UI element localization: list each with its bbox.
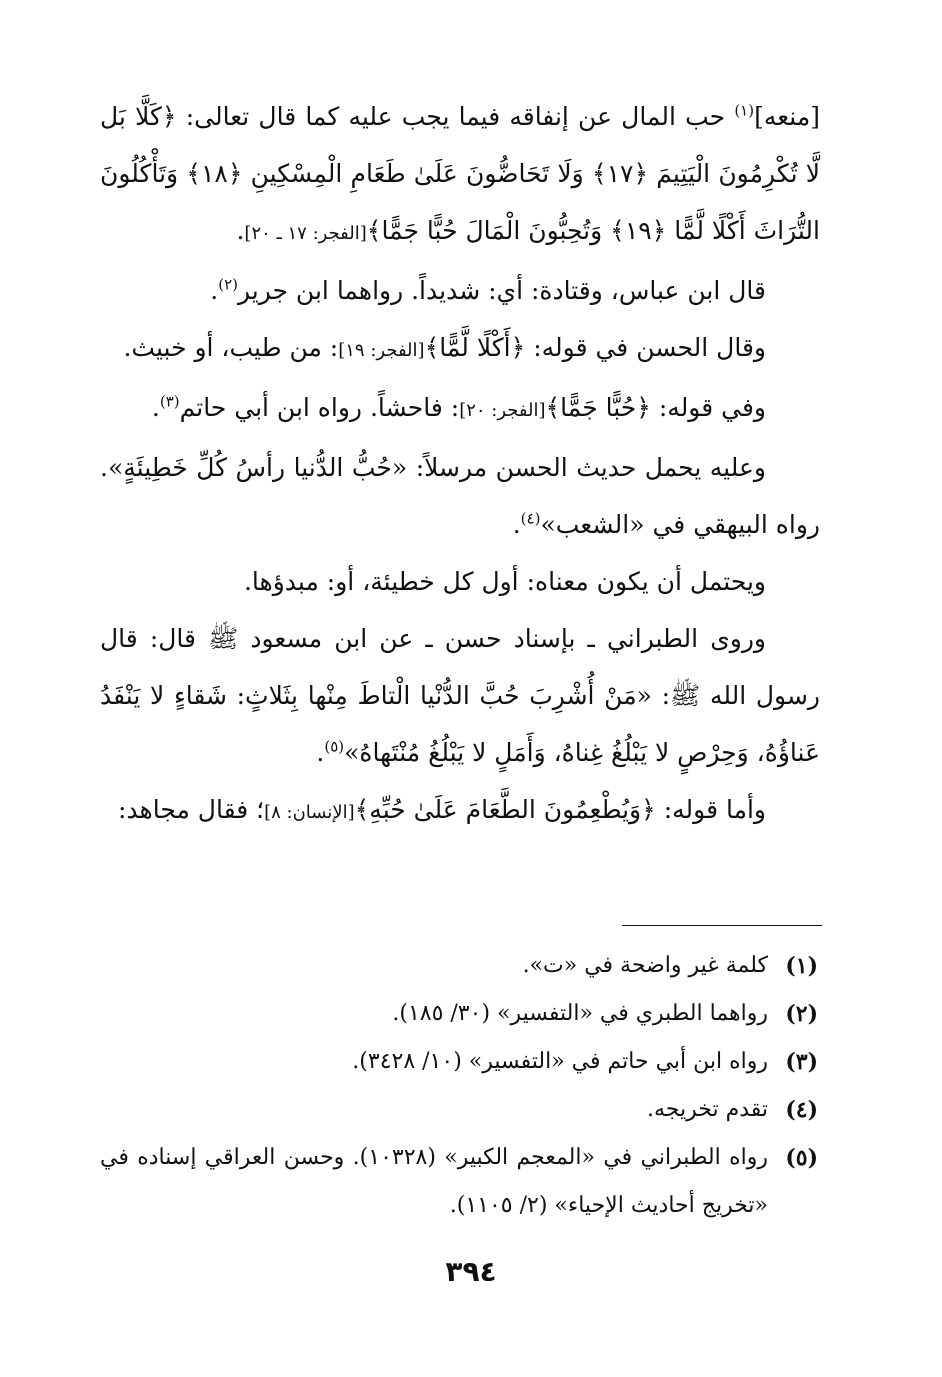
surah-reference: [الفجر: ١٧ ـ ٢٠] — [244, 223, 367, 244]
footnote-ref-3: (٣) — [159, 392, 180, 411]
sentence-end: . — [316, 738, 325, 767]
paragraph-6 — [100, 553, 820, 610]
paragraph-4-end: : فاحشاً. رواه ابن أبي حاتم — [179, 393, 460, 422]
paragraph-7-text: وروى الطبراني ـ بإسناد حسن ـ عن ابن مسعود ﷺ قال: قال رسول الله ﷺ: «مَنْ أُشْرِبَ حُبَّ الدُّنْيا الْتاطَ مِنْها بِثَلاثٍ: شَقاءٍ لا يَنْفَدُ عَناؤُهُ، وَحِرْصٍ لا يَبْلُغُ غِناهُ، وَأَمَلٍ لا يَبْلُغُ مُنْتَهاهُ» — [100, 624, 820, 767]
footnote-text: رواه ابن أبي حاتم في «التفسير» (١٠/ ٣٤٢٨). — [352, 1049, 768, 1074]
footnote-number: (١) — [785, 953, 818, 979]
sentence-end: . — [151, 393, 160, 422]
footnote-divider — [622, 925, 822, 926]
main-text — [100, 88, 820, 841]
page-number: ٣٩٤ — [445, 1255, 497, 1288]
footnote-2 — [100, 990, 818, 1038]
paragraph-1 — [100, 88, 820, 262]
quran-verse: ﴿أَكْلًا لَّمًّا﴾ — [424, 333, 526, 362]
footnote-text: تقدم تخريجه. — [647, 1097, 768, 1122]
sentence-end: . — [236, 216, 245, 245]
bracket-word: [منعه] — [754, 102, 820, 131]
sentence-end: . — [210, 276, 219, 305]
paragraph-2-text: قال ابن عباس، وقتادة: أي: شديداً. رواهما ابن جرير — [237, 276, 766, 305]
paragraph-3-text: وقال الحسن في قوله: — [525, 333, 766, 362]
footnote-number: (٤) — [785, 1097, 818, 1123]
quran-verse: ﴿كَلَّا بَل لَّا تُكْرِمُونَ الْيَتِيمَ ﴿١٧﴾ وَلَا تَحَاضُّونَ عَلَىٰ طَعَامِ الْمِسْكِينِ ﴿١٨﴾ وَتَأْكُلُونَ التُّرَاثَ أَكْلًا لَّمًّا ﴿١٩﴾ وَتُحِبُّونَ الْمَالَ حُبًّا جَمًّا﴾ — [100, 102, 820, 245]
paragraph-3-end: : من طيب، أو خبيث. — [123, 333, 339, 362]
footnote-3 — [100, 1038, 818, 1086]
footnote-1 — [100, 942, 818, 990]
footnote-text: رواه الطبراني في «المعجم الكبير» (١٠٣٢٨). وحسن العراقي إسناده في «تخريج أحاديث الإحياء» (٢/ ١١٠٥). — [100, 1145, 769, 1218]
footnote-number: (٥) — [785, 1145, 818, 1171]
footnote-ref-4: (٤) — [520, 509, 541, 528]
sentence-end: . — [512, 510, 521, 539]
footnote-4 — [100, 1086, 818, 1134]
footnote-5 — [100, 1134, 818, 1230]
paragraph-5-text: وعليه يحمل حديث الحسن مرسلاً: «حُبُّ الدُّنيا رأسُ كُلِّ خَطِيئَةٍ». رواه البيهقي في «الشعب» — [100, 453, 820, 539]
paragraph-6-text: ويحتمل أن يكون معناه: أول كل خطيئة، أو: مبدؤها. — [243, 567, 766, 596]
footnote-text: رواهما الطبري في «التفسير» (٣٠/ ١٨٥). — [392, 1001, 768, 1026]
quran-verse: ﴿وَيُطْعِمُونَ الطَّعَامَ عَلَىٰ حُبِّهِ﴾ — [354, 795, 656, 824]
paragraph-8-text: وأما قوله: — [655, 795, 766, 824]
paragraph-8 — [100, 781, 820, 841]
paragraph-1-text: حب المال عن إنفاقه فيما يجب عليه كما قال تعالى: — [176, 102, 735, 131]
paragraph-5 — [100, 439, 820, 553]
paragraph-3 — [100, 319, 820, 379]
footnote-number: (٣) — [785, 1049, 818, 1075]
footnotes — [100, 942, 818, 1230]
footnote-ref-5: (٥) — [324, 737, 345, 756]
paragraph-7 — [100, 610, 820, 781]
paragraph-4-text: وفي قوله: — [650, 393, 766, 422]
footnote-number: (٢) — [785, 1001, 818, 1027]
footnote-ref-2: (٢) — [218, 275, 238, 294]
surah-reference: [الفجر: ٢٠] — [459, 400, 546, 421]
surah-reference: [الإنسان: ٨] — [264, 802, 355, 823]
footnote-text: كلمة غير واضحة في «ت». — [522, 953, 768, 978]
footnote-ref-1: (١) — [734, 101, 755, 120]
paragraph-8-end: ؛ فقال مجاهد: — [117, 795, 265, 824]
quran-verse: ﴿حُبًّا جَمًّا﴾ — [545, 393, 651, 422]
paragraph-2 — [100, 262, 820, 319]
surah-reference: [الفجر: ١٩] — [338, 340, 425, 361]
paragraph-4 — [100, 379, 820, 439]
